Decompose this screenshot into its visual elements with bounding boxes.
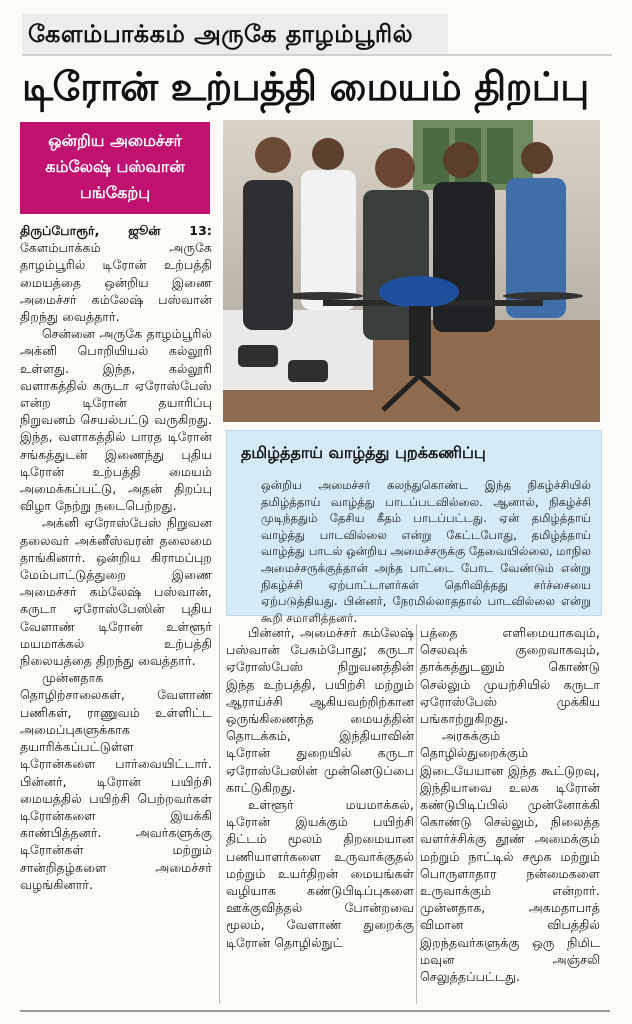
- subheadline-box: [20, 122, 210, 214]
- article-column-1: [20, 222, 212, 893]
- paragraph: உள்ளூர் மயமாக்கல், டிரோன் இயக்கும் பயிற்சி திட்டம் மூலம் திறமையான பணியாளர்களை உருவாக்குதல் மற்றும் உயர்திறன் மையங்கள் வழியாக கண்டுபிடிப்புகளை ஊக்குவித்தல் போன்றவை மூலம், வேளாண் துறைக்கு டிரோன் தொழில்நுட்: [226, 797, 414, 950]
- paragraph: கேளம்பாக்கம் அருகே தாழம்பூரில் டிரோன் உற்பத்தி மையத்தை ஒன்றிய இணை அமைச்சர் கம்லேஷ் பஸ்வான் திறந்து வைத்தார்.: [20, 240, 212, 325]
- kicker-divider: [22, 54, 612, 56]
- paragraph: பின்னர், அமைச்சர் கம்லேஷ் பஸ்வான் பேசும்போது; கருடா ஏரோஸ்பேஸ் நிறுவனத்தின் இந்த உற்பத்தி, பயிற்சி மற்றும் ஆராய்ச்சி ஆகியவற்றிற்கான ஒருங்கிணைந்த மையத்தின் தொடக்கம், இந்தியாவின் டிரோன் துறையில் கருடா ஏரோஸ்பேஸின் முன்னெடுப்பை காட்டுகிறது.: [226, 625, 414, 795]
- subheadline-line: ஒன்றிய அமைச்சர்: [48, 131, 182, 150]
- dateline: திருப்போரூர், ஜூன் 13:: [20, 223, 212, 238]
- paragraph: சென்னை அருகே தாழம்பூரில் அக்னி பொறியியல் கல்லூரி உள்ளது. இந்த, கல்லூரி வளாகத்தில் கருடா ஏரோஸ்பேஸ் என்ற டிரோன் தயாரிப்பு நிறுவனம் செயல்பட்டு வருகிறது. இந்த, வளாகத்தில் பாரத டிரோன் சங்கத்துடன் இணைந்து புதிய டிரோன் உற்பத்தி மையம் அமைக்கப்பட்டு, அதன் திறப்பு விழா நேற்று நடைபெற்றது.: [20, 326, 212, 514]
- article-kicker: கேளம்பாக்கம் அருகே தாழம்பூரில்: [22, 14, 448, 54]
- column-divider: [219, 624, 220, 1004]
- paragraph: அரசுக்கும் தொழில்துறைக்கும் இடையேயான இந்த கூட்டுறவு, இந்தியாவை உலக டிரோன் கண்டுபிடிப்பில் முன்னோக்கி கொண்டு செல்லும், நிலைத்த வளர்ச்சிக்கு தூண் அமைக்கும் மற்றும் நாட்டில் சமூக மற்றும் பொருளாதார நன்மைகளை உருவாக்கும் என்றார். முன்னதாக, அகமதாபாத் விமான விபத்தில் இறந்தவர்களுக்கு ஒரு நிமிட மவுன அஞ்சலி செலுத்தப்பட்டது.: [420, 728, 600, 985]
- article-column-2: [226, 624, 414, 951]
- drone-event-photo: [223, 120, 600, 422]
- subheadline-line: பங்கேற்பு: [79, 183, 151, 202]
- paragraph: முன்னதாக தொழிற்சாலைகள், வேளாண் பணிகள், ராணுவம் உள்ளிட்ட அமைப்புகளுக்காக தயாரிக்கப்பட்டுள்ள டிரோன்களை பார்வையிட்டார். பின்னர், டிரோன் பயிற்சி மையத்தில் பயிற்சி பெற்றவர்கள் டிரோன்களை இயக்கி காண்பித்தனர். அவர்களுக்கு டிரோன்கள் மற்றும் சான்றிதழ்களை அமைச்சர் வழங்கினார்.: [20, 670, 212, 892]
- article-column-3: [420, 624, 600, 985]
- sidebar-box-title: தமிழ்த்தாய் வாழ்த்து புறக்கணிப்பு: [241, 443, 486, 462]
- footer-divider: [20, 1010, 610, 1012]
- sidebar-box: [226, 430, 602, 625]
- article-photo: [223, 120, 600, 422]
- paragraph: அக்னி ஏரோஸ்பேஸ் நிறுவன தலைவர் அக்னீஸ்வரன் தலைமை தாங்கினார். ஒன்றிய கிராமப்புற மேம்பாட்டுத்துறை இணை அமைச்சர் கம்லேஷ் பஸ்வான், கருடா ஏரோஸ்பேஸின் புதிய வேளாண் டிரோன் உள்ளூர் மயமாக்கல் உற்பத்தி நிலையத்தை திறந்து வைத்தார்.: [20, 515, 212, 669]
- paragraph: பத்தை எளிமையாகவும், செலவுக் குறைவாகவும், தாக்கத்துடனும் கொண்டு செல்லும் முயற்சியில் கருடா ஏரோஸ்பேஸ் முக்கிய பங்காற்றுகிறது.: [420, 625, 600, 727]
- sidebar-box-body: ஒன்றிய அமைச்சர் கலந்துகொண்ட இந்த நிகழ்ச்சியில் தமிழ்த்தாய் வாழ்த்து பாடப்படவில்லை. ஆனால், நிகழ்ச்சி முடிந்ததும் தேசிய கீதம் பாடப்பட்டது. ஏன் தமிழ்த்தாய் வாழ்த்து பாடவில்லை என்று கேட்டபோது, தமிழ்த்தாய் வாழ்த்து பாடல் ஒன்றிய அமைச்சருக்கு தேவையில்லை, மாநில அமைச்சருக்குத்தான் அந்த பாட்டை போட வேண்டும் என்று நிகழ்ச்சி ஏற்பாட்டாளர்கள் தெரிவித்தது சர்ச்சையை ஏற்படுத்தியது. பின்னர், நேரமில்லாததால் பாடவில்லை என்று கூறி சமாளித்தனர்.: [261, 478, 591, 625]
- column-divider: [416, 624, 417, 1004]
- article-headline: டிரோன் உற்பத்தி மையம் திறப்பு: [22, 65, 589, 110]
- subheadline-line: கம்லேஷ் பஸ்வான்: [45, 157, 185, 176]
